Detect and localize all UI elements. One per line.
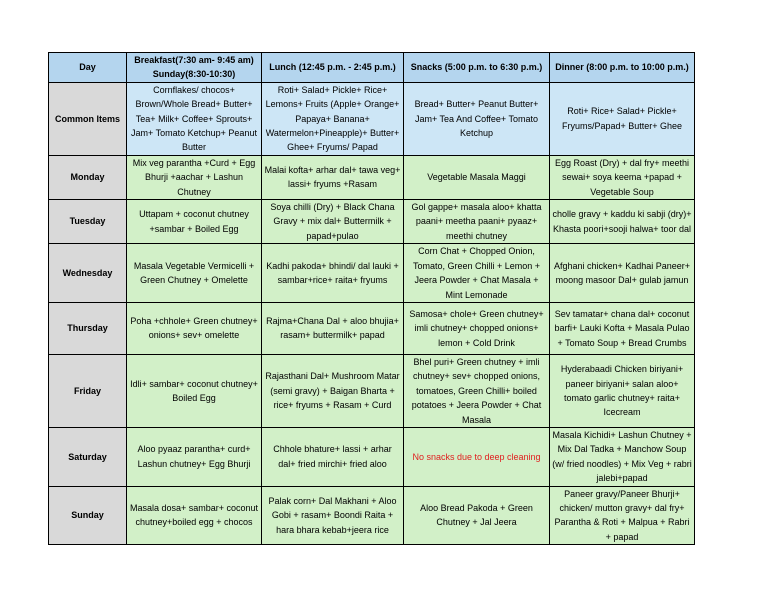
day-label: Wednesday: [49, 244, 127, 303]
snacks-cell: Corn Chat + Chopped Onion, Tomato, Green Chilli + Lemon + Jeera Powder + Chat Masala + Mint Lemonade: [404, 244, 550, 303]
table-row-sunday: [49, 486, 695, 545]
snacks-cell: Samosa+ chole+ Green chutney+ imli chutney+ chopped onions+ lemon + Cold Drink: [404, 302, 550, 354]
day-label: Sunday: [49, 486, 127, 545]
snacks-cell: Bread+ Butter+ Peanut Butter+ Jam+ Tea And Coffee+ Tomato Ketchup: [404, 82, 550, 155]
header-breakfast: Breakfast(7:30 am- 9:45 am) Sunday(8:30-10:30): [127, 53, 262, 83]
table-row-monday: [49, 155, 695, 199]
table-row-common: [49, 82, 695, 155]
breakfast-cell: Uttapam + coconut chutney +sambar + Boiled Egg: [127, 200, 262, 244]
dinner-cell: Hyderabaadi Chicken biriyani+ paneer biriyani+ salan aloo+ tomato garlic chutney+ raita+ Icecream: [550, 354, 695, 427]
table-row-wednesday: [49, 244, 695, 303]
dinner-cell: Masala Kichidi+ Lashun Chutney + Mix Dal Tadka + Manchow Soup (w/ fried noodles) + Mix Veg + rabri jalebi+papad: [550, 427, 695, 486]
snacks-cell: Vegetable Masala Maggi: [404, 155, 550, 199]
snacks-cell: Aloo Bread Pakoda + Green Chutney + Jal Jeera: [404, 486, 550, 545]
breakfast-cell: Mix veg parantha +Curd + Egg Bhurji +aachar + Lashun Chutney: [127, 155, 262, 199]
day-label: Thursday: [49, 302, 127, 354]
lunch-cell: Rajasthani Dal+ Mushroom Matar (semi gravy) + Baigan Bharta + rice+ fryums + Rasam + Curd: [262, 354, 404, 427]
lunch-cell: Soya chilli (Dry) + Black Chana Gravy + mix dal+ Buttermilk + papad+pulao: [262, 200, 404, 244]
lunch-cell: Malai kofta+ arhar dal+ tawa veg+ lassi+ fryums +Rasam: [262, 155, 404, 199]
snacks-cell: Bhel puri+ Green chutney + imli chutney+ sev+ chopped onions, tomatoes, Green Chilli+ boiled potatoes + Jeera Powder + Chat Masala: [404, 354, 550, 427]
dinner-cell: cholle gravy + kaddu ki sabji (dry)+ Khasta poori+sooji halwa+ toor dal: [550, 200, 695, 244]
day-label: Saturday: [49, 427, 127, 486]
dinner-cell: Egg Roast (Dry) + dal fry+ meethi sewai+ soya keema +papad + Vegetable Soup: [550, 155, 695, 199]
dinner-cell: Sev tamatar+ chana dal+ coconut barfi+ Lauki Kofta + Masala Pulao + Tomato Soup + Bread Crumbs: [550, 302, 695, 354]
breakfast-cell: Aloo pyaaz parantha+ curd+ Lashun chutney+ Egg Bhurji: [127, 427, 262, 486]
breakfast-cell: Idli+ sambar+ coconut chutney+ Boiled Egg: [127, 354, 262, 427]
lunch-cell: Roti+ Salad+ Pickle+ Rice+ Lemons+ Fruits (Apple+ Orange+ Papaya+ Banana+ Watermelon+Pineapple)+ Butter+ Ghee+ Fryums/ Papad: [262, 82, 404, 155]
breakfast-cell: Masala dosa+ sambar+ coconut chutney+boiled egg + chocos: [127, 486, 262, 545]
snacks-cell: Gol gappe+ masala aloo+ khatta paani+ meetha paani+ pyaaz+ meethi chutney: [404, 200, 550, 244]
lunch-cell: Palak corn+ Dal Makhani + Aloo Gobi + rasam+ Boondi Raita + hara bhara kebab+jeera rice: [262, 486, 404, 545]
breakfast-cell: Masala Vegetable Vermicelli + Green Chutney + Omelette: [127, 244, 262, 303]
header-snacks: Snacks (5:00 p.m. to 6:30 p.m.): [404, 53, 550, 83]
lunch-cell: Kadhi pakoda+ bhindi/ dal lauki + sambar+rice+ raita+ fryums: [262, 244, 404, 303]
day-label: Friday: [49, 354, 127, 427]
table-row-saturday: [49, 427, 695, 486]
mess-menu-table: [48, 52, 695, 545]
header-lunch: Lunch (12:45 p.m. - 2:45 p.m.): [262, 53, 404, 83]
dinner-cell: Paneer gravy/Paneer Bhurji+ chicken/ mutton gravy+ dal fry+ Parantha & Roti + Malpua + Rabri + papad: [550, 486, 695, 545]
breakfast-cell: Poha +chhole+ Green chutney+ onions+ sev+ omelette: [127, 302, 262, 354]
day-label: Monday: [49, 155, 127, 199]
header-day: Day: [49, 53, 127, 83]
dinner-cell: Afghani chicken+ Kadhai Paneer+ moong masoor Dal+ gulab jamun: [550, 244, 695, 303]
lunch-cell: Chhole bhature+ lassi + arhar dal+ fried mirchi+ fried aloo: [262, 427, 404, 486]
day-label: Tuesday: [49, 200, 127, 244]
snacks-cell-alert: No snacks due to deep cleaning: [404, 427, 550, 486]
table-row-friday: [49, 354, 695, 427]
lunch-cell: Rajma+Chana Dal + aloo bhujia+ rasam+ buttermilk+ papad: [262, 302, 404, 354]
dinner-cell: Roti+ Rice+ Salad+ Pickle+ Fryums/Papad+ Butter+ Ghee: [550, 82, 695, 155]
breakfast-cell: Cornflakes/ chocos+ Brown/Whole Bread+ Butter+ Tea+ Milk+ Coffee+ Sprouts+ Jam+ Tomato Ketchup+ Peanut Butter: [127, 82, 262, 155]
table-row-tuesday: [49, 200, 695, 244]
table-row-thursday: [49, 302, 695, 354]
header-dinner: Dinner (8:00 p.m. to 10:00 p.m.): [550, 53, 695, 83]
header-row: [49, 53, 695, 83]
day-label: Common Items: [49, 82, 127, 155]
